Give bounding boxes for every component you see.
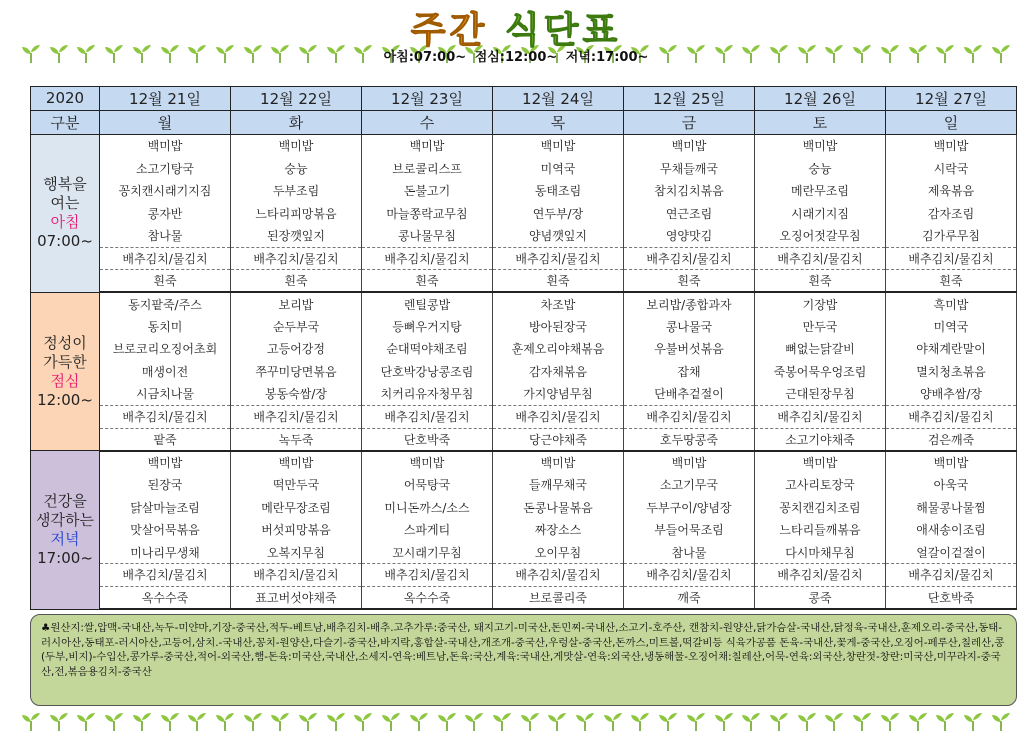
menu-item: 돈콩나물볶음 — [493, 496, 624, 519]
menu-item: 백미밥 — [362, 134, 493, 157]
menu-item: 얼갈이겉절이 — [886, 541, 1017, 564]
date-cell: 12월 21일 — [100, 87, 231, 111]
sprout-icon — [159, 710, 181, 732]
menu-item: 고등어강정 — [231, 338, 362, 361]
menu-item: 보리밥/종합과자 — [624, 292, 755, 315]
menu-item: 봉동숙쌈/장 — [231, 383, 362, 406]
dinner-label — [31, 451, 100, 609]
menu-item: 배추김치/물김치 — [100, 564, 231, 587]
menu-item: 배추김치/물김치 — [362, 405, 493, 428]
weekday-cell: 일 — [886, 110, 1017, 134]
menu-item: 참나물 — [100, 225, 231, 248]
sprout-icon — [269, 710, 291, 732]
menu-item: 무채들깨국 — [624, 157, 755, 180]
menu-item: 고사리토장국 — [755, 473, 886, 496]
menu-item: 두부구이/양념장 — [624, 496, 755, 519]
menu-item: 감자채볶음 — [493, 360, 624, 383]
menu-row — [31, 496, 1017, 519]
menu-item: 멸치청초볶음 — [886, 360, 1017, 383]
sprout-icon — [796, 710, 818, 732]
meal-label-highlight: 아침 — [50, 213, 80, 232]
menu-item: 제육볶음 — [886, 180, 1017, 203]
menu-item: 동치미 — [100, 315, 231, 338]
menu-item: 흰죽 — [755, 270, 886, 293]
sprout-icon — [768, 710, 790, 732]
menu-item: 메란무조림 — [755, 180, 886, 203]
menu-item: 미역국 — [493, 157, 624, 180]
weekday-cell: 화 — [231, 110, 362, 134]
menu-item: 오복지무침 — [231, 541, 362, 564]
meal-label-line1: 행복을 — [43, 175, 87, 194]
menu-item: 차조밥 — [493, 292, 624, 315]
sprout-icon — [990, 710, 1012, 732]
menu-item: 오징어젓갈무침 — [755, 225, 886, 248]
menu-item: 콩죽 — [755, 586, 886, 609]
menu-item: 감자조림 — [886, 202, 1017, 225]
date-cell: 12월 27일 — [886, 87, 1017, 111]
sprout-icon — [75, 710, 97, 732]
menu-item: 영양맛김 — [624, 225, 755, 248]
sprout-icon — [879, 710, 901, 732]
menu-item: 시락국 — [886, 157, 1017, 180]
sprout-icon — [907, 710, 929, 732]
weekday-header-row — [31, 110, 1017, 134]
sprout-icon — [352, 710, 374, 732]
menu-row — [31, 180, 1017, 203]
sprout-icon — [408, 710, 430, 732]
menu-item: 배추김치/물김치 — [493, 247, 624, 270]
meal-label-time: 17:00~ — [37, 548, 93, 567]
menu-item: 옥수수죽 — [100, 586, 231, 609]
sprout-icon — [657, 710, 679, 732]
date-header-row — [31, 87, 1017, 111]
menu-row — [31, 428, 1017, 451]
menu-row — [31, 134, 1017, 157]
menu-item: 훈제오리야채볶음 — [493, 338, 624, 361]
menu-item: 백미밥 — [886, 134, 1017, 157]
menu-item: 참나물 — [624, 541, 755, 564]
menu-item: 기장밥 — [755, 292, 886, 315]
meal-label-line1: 건강을 — [43, 491, 87, 510]
lunch-label — [31, 292, 100, 450]
menu-item: 느타리피망볶음 — [231, 202, 362, 225]
menu-item: 렌틸콩밥 — [362, 292, 493, 315]
menu-item: 백미밥 — [100, 134, 231, 157]
menu-item: 백미밥 — [755, 134, 886, 157]
menu-item: 애새송이조림 — [886, 518, 1017, 541]
menu-item: 참치김치볶음 — [624, 180, 755, 203]
sprout-icon — [740, 710, 762, 732]
menu-item: 느타리들깨볶음 — [755, 518, 886, 541]
menu-item: 배추김치/물김치 — [624, 564, 755, 587]
menu-item: 브로코리오징어초회 — [100, 338, 231, 361]
date-cell: 12월 24일 — [493, 87, 624, 111]
sprout-icon — [546, 710, 568, 732]
menu-item: 단호박죽 — [362, 428, 493, 451]
menu-item: 짜장소스 — [493, 518, 624, 541]
sprout-border-bottom — [20, 708, 1012, 732]
menu-item: 백미밥 — [755, 451, 886, 474]
menu-row — [31, 518, 1017, 541]
menu-item: 시금치나물 — [100, 383, 231, 406]
menu-row — [31, 202, 1017, 225]
origin-notice: ♣원산지:쌀,압맥-국내산,녹두-미얀마,기장-중국산,적두-베트남,배추김치-배추.고추가루:중국산, 돼지고기-미국산,돈민찌-국내산,소고기-호주산, 캔참치-원양산,닭가슴살-국내산,닭정육-국내산,훈제오리-중국산,동태-러시아산,동태포-러시아산,고등어,삼치.-국내산,꽁치-원양산,다슬기-중국산,바지락,홍합살-국내산,개조개-중국산,우렁살-중국산,돈까스,미트볼,떡갈비등 식육가공품 돈육-국내산,꽃게-중국산,오징어-페루산,칠레산,콩(두부,비지)-수입산,콩가루-중국산,적어-외국산,햄-돈육:미국산,국내산,소세지-연육:베트남,돈육:국산,계육:국내산,게맛살-연육:외국산,냉동해물-오징어채:칠레산,어묵-연육:외국산,창란젓-창란:미국산,미꾸라지-중국산,전,볶음용김치-중국산 — [30, 614, 1017, 706]
menu-item: 깨죽 — [624, 586, 755, 609]
menu-item: 두부조림 — [231, 180, 362, 203]
title-part-menu: 식단표 — [504, 10, 622, 51]
menu-item: 쭈꾸미당면볶음 — [231, 360, 362, 383]
menu-item: 단호박죽 — [886, 586, 1017, 609]
menu-item: 검은깨죽 — [886, 428, 1017, 451]
menu-item: 배추김치/물김치 — [624, 247, 755, 270]
sprout-icon — [48, 710, 70, 732]
menu-item: 배추김치/물김치 — [886, 564, 1017, 587]
menu-item: 흰죽 — [886, 270, 1017, 293]
menu-row — [31, 315, 1017, 338]
menu-row — [31, 473, 1017, 496]
menu-item: 매생이전 — [100, 360, 231, 383]
menu-item: 어묵탕국 — [362, 473, 493, 496]
sprout-icon — [242, 710, 264, 732]
weekday-cell: 토 — [755, 110, 886, 134]
menu-item: 가지양념무침 — [493, 383, 624, 406]
menu-item: 꼬시래기무침 — [362, 541, 493, 564]
weekday-cell: 금 — [624, 110, 755, 134]
menu-item: 배추김치/물김치 — [886, 405, 1017, 428]
menu-item: 브로콜리스프 — [362, 157, 493, 180]
date-cell: 12월 25일 — [624, 87, 755, 111]
menu-row — [31, 292, 1017, 315]
meal-label-line2: 여는 — [50, 194, 80, 213]
menu-item: 흰죽 — [362, 270, 493, 293]
menu-item: 뼈없는닭갈비 — [755, 338, 886, 361]
menu-item: 양배추쌈/장 — [886, 383, 1017, 406]
sprout-icon — [436, 710, 458, 732]
menu-row — [31, 541, 1017, 564]
menu-item: 마늘쫑락교무침 — [362, 202, 493, 225]
sprout-icon — [214, 710, 236, 732]
sprout-icon — [962, 710, 984, 732]
menu-item: 꽁치캔김치조림 — [755, 496, 886, 519]
menu-item: 배추김치/물김치 — [755, 564, 886, 587]
menu-item: 백미밥 — [493, 134, 624, 157]
menu-item: 옥수수죽 — [362, 586, 493, 609]
date-cell: 12월 22일 — [231, 87, 362, 111]
menu-row — [31, 247, 1017, 270]
sprout-icon — [380, 710, 402, 732]
sprout-icon — [823, 710, 845, 732]
menu-item: 순대떡야채조림 — [362, 338, 493, 361]
menu-item: 배추김치/물김치 — [362, 564, 493, 587]
menu-item: 백미밥 — [624, 134, 755, 157]
menu-item: 당근야채죽 — [493, 428, 624, 451]
menu-item: 김가루무침 — [886, 225, 1017, 248]
menu-row — [31, 383, 1017, 406]
menu-item: 배추김치/물김치 — [493, 405, 624, 428]
menu-item: 호두땅콩죽 — [624, 428, 755, 451]
menu-item: 녹두죽 — [231, 428, 362, 451]
menu-item: 백미밥 — [362, 451, 493, 474]
menu-item: 꽁치캔시래기지짐 — [100, 180, 231, 203]
sprout-icon — [629, 710, 651, 732]
menu-item: 근대된장무침 — [755, 383, 886, 406]
menu-item: 배추김치/물김치 — [493, 564, 624, 587]
sprout-icon — [934, 710, 956, 732]
menu-item: 팥죽 — [100, 428, 231, 451]
sprout-icon — [574, 710, 596, 732]
menu-row — [31, 564, 1017, 587]
meal-label-time: 07:00~ — [37, 232, 93, 251]
menu-item: 우불버섯볶음 — [624, 338, 755, 361]
weekday-cell: 목 — [493, 110, 624, 134]
menu-row — [31, 405, 1017, 428]
menu-item: 흰죽 — [100, 270, 231, 293]
menu-item: 단호박강낭콩조림 — [362, 360, 493, 383]
date-cell: 12월 26일 — [755, 87, 886, 111]
title-part-weekly: 주간 — [410, 10, 489, 51]
menu-item: 콩자반 — [100, 202, 231, 225]
weekday-cell: 수 — [362, 110, 493, 134]
menu-item: 아욱국 — [886, 473, 1017, 496]
menu-item: 스파게티 — [362, 518, 493, 541]
year-cell: 2020 — [31, 87, 100, 111]
menu-item: 배추김치/물김치 — [231, 405, 362, 428]
menu-item: 숭늉 — [231, 157, 362, 180]
menu-item: 들깨무채국 — [493, 473, 624, 496]
sprout-icon — [602, 710, 624, 732]
weekly-menu-table — [30, 86, 1017, 610]
menu-item: 오이무침 — [493, 541, 624, 564]
menu-row — [31, 270, 1017, 293]
menu-item: 배추김치/물김치 — [755, 247, 886, 270]
sprout-icon — [325, 710, 347, 732]
menu-row — [31, 157, 1017, 180]
menu-item: 동지팥죽/주스 — [100, 292, 231, 315]
meal-times: 아침:07:00~ 점심:12:00~ 저녁:17:00~ — [383, 50, 649, 65]
menu-item: 해물콩나물찜 — [886, 496, 1017, 519]
menu-item: 숭늉 — [755, 157, 886, 180]
menu-item: 버섯피망볶음 — [231, 518, 362, 541]
menu-item: 닭살마늘조림 — [100, 496, 231, 519]
sprout-icon — [851, 710, 873, 732]
menu-item: 백미밥 — [231, 451, 362, 474]
menu-item: 흑미밥 — [886, 292, 1017, 315]
menu-row — [31, 360, 1017, 383]
sprout-icon — [685, 710, 707, 732]
menu-item: 동태조림 — [493, 180, 624, 203]
menu-item: 소고기무국 — [624, 473, 755, 496]
menu-item: 미나리무생채 — [100, 541, 231, 564]
menu-item: 백미밥 — [624, 451, 755, 474]
menu-item: 백미밥 — [100, 451, 231, 474]
meal-label-line2: 가득한 — [43, 352, 87, 371]
corner-label: 구분 — [31, 110, 100, 134]
sprout-icon — [103, 710, 125, 732]
menu-item: 배추김치/물김치 — [624, 405, 755, 428]
menu-item: 방아된장국 — [493, 315, 624, 338]
meal-label-time: 12:00~ — [37, 390, 93, 409]
menu-row — [31, 225, 1017, 248]
menu-item: 야채계란말이 — [886, 338, 1017, 361]
menu-item: 배추김치/물김치 — [231, 564, 362, 587]
menu-item: 양념깻잎지 — [493, 225, 624, 248]
menu-item: 흰죽 — [231, 270, 362, 293]
menu-item: 배추김치/물김치 — [755, 405, 886, 428]
menu-item: 흰죽 — [493, 270, 624, 293]
sprout-icon — [463, 710, 485, 732]
date-cell: 12월 23일 — [362, 87, 493, 111]
meal-label-highlight: 점심 — [50, 371, 80, 390]
menu-item: 시래기지짐 — [755, 202, 886, 225]
meal-label-line2: 생각하는 — [36, 510, 94, 529]
menu-item: 단배추겉절이 — [624, 383, 755, 406]
menu-item: 표고버섯야채죽 — [231, 586, 362, 609]
menu-item: 죽봉어묵우엉조림 — [755, 360, 886, 383]
menu-item: 콩나물무침 — [362, 225, 493, 248]
sprout-icon — [186, 710, 208, 732]
menu-item: 콩나물국 — [624, 315, 755, 338]
menu-item: 떡만두국 — [231, 473, 362, 496]
menu-item: 된장깻잎지 — [231, 225, 362, 248]
menu-item: 배추김치/물김치 — [886, 247, 1017, 270]
menu-item: 다시마채무침 — [755, 541, 886, 564]
menu-row — [31, 451, 1017, 474]
sprout-icon — [131, 710, 153, 732]
sprout-icon — [297, 710, 319, 732]
menu-item: 만두국 — [755, 315, 886, 338]
sprout-icon — [713, 710, 735, 732]
menu-item: 보리밥 — [231, 292, 362, 315]
menu-item: 된장국 — [100, 473, 231, 496]
breakfast-label — [31, 134, 100, 292]
menu-item: 등뼈우거지탕 — [362, 315, 493, 338]
menu-item: 부들어묵조림 — [624, 518, 755, 541]
menu-row — [31, 338, 1017, 361]
menu-item: 백미밥 — [231, 134, 362, 157]
meal-label-line1: 정성이 — [43, 333, 87, 352]
menu-item: 연근조림 — [624, 202, 755, 225]
menu-item: 흰죽 — [624, 270, 755, 293]
menu-item: 소고기야채죽 — [755, 428, 886, 451]
menu-item: 미역국 — [886, 315, 1017, 338]
menu-item: 소고기탕국 — [100, 157, 231, 180]
sprout-icon — [20, 710, 42, 732]
sprout-icon — [491, 710, 513, 732]
menu-item: 연두부/장 — [493, 202, 624, 225]
meal-label-highlight: 저녁 — [50, 529, 80, 548]
menu-item: 브로콜리죽 — [493, 586, 624, 609]
menu-item: 미니돈까스/소스 — [362, 496, 493, 519]
menu-item: 배추김치/물김치 — [100, 405, 231, 428]
menu-item: 돈불고기 — [362, 180, 493, 203]
menu-item: 배추김치/물김치 — [231, 247, 362, 270]
menu-item: 순두부국 — [231, 315, 362, 338]
menu-item: 백미밥 — [886, 451, 1017, 474]
menu-row — [31, 586, 1017, 609]
menu-item: 맛살어묵볶음 — [100, 518, 231, 541]
menu-item: 잡채 — [624, 360, 755, 383]
sprout-icon — [519, 710, 541, 732]
menu-item: 배추김치/물김치 — [362, 247, 493, 270]
weekday-cell: 월 — [100, 110, 231, 134]
menu-item: 치커리유자청무침 — [362, 383, 493, 406]
menu-item: 백미밥 — [493, 451, 624, 474]
menu-item: 메란무장조림 — [231, 496, 362, 519]
menu-item: 배추김치/물김치 — [100, 247, 231, 270]
